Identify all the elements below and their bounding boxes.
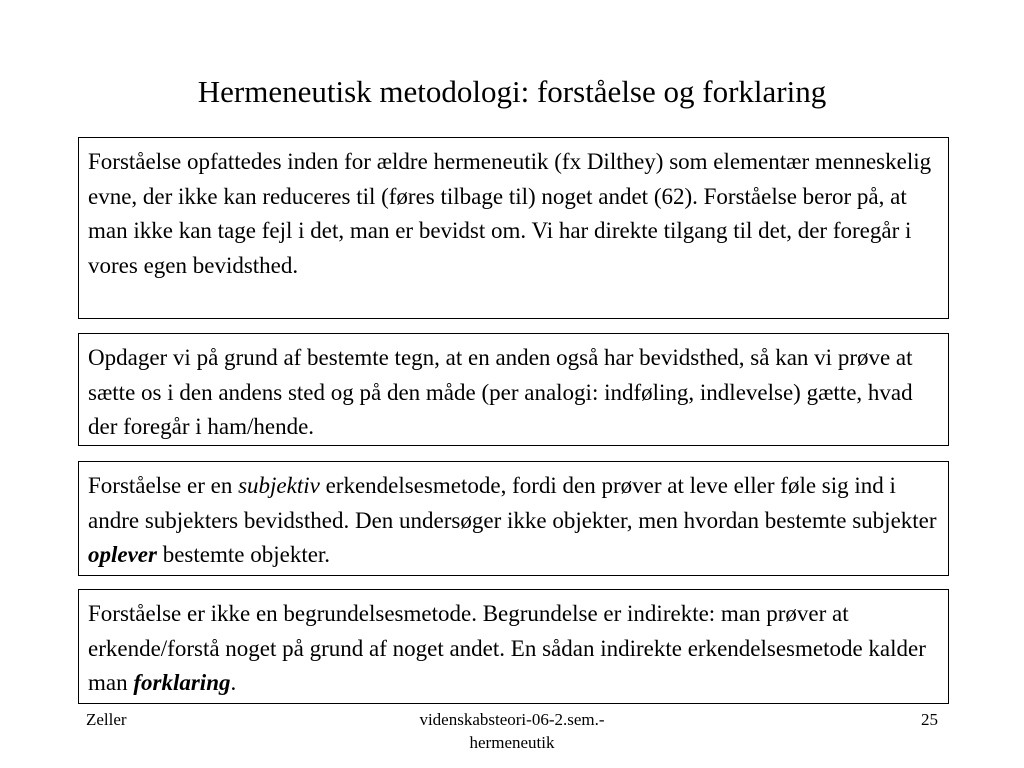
text-box-4-part-2: . [230,670,237,695]
footer-course [362,708,662,754]
text-box-3-part-3: bestemte objekter. [156,542,331,567]
footer-course-line-2: hermeneutik [469,733,555,752]
text-box-2 [78,333,949,446]
text-box-2-content: Opdager vi på grund af bestemte tegn, at en anden også har bevidsthed, så kan vi prøve at sætte os i den andens sted og på den måde (per analogi: indføling, indlevelse) gætte, hvad der foregår i ham/hende. [88,345,913,439]
slide-number: 25 [921,710,938,729]
emphasis-subjektiv: subjektiv [238,473,320,498]
text-box-1 [78,137,949,319]
emphasis-oplever: oplever [88,542,157,567]
slide-title: Hermeneutisk metodologi: forståelse og forklaring [197,74,827,109]
text-box-4 [78,589,949,704]
footer-course-line-1: videnskabsteori-06-2.sem.- [419,710,605,729]
text-box-4-part-1: Forståelse er ikke en begrundelsesmetode. Begrundelse er indirekte: man prøver at erkende/forstå noget på grund af noget andet. En sådan indirekte erkendelsesmetode kalder man [88,601,926,695]
text-box-1-content: Forståelse opfattedes inden for ældre hermeneutik (fx Dilthey) som elementær menneskelig evne, der ikke kan reduceres til (føres tilbage til) noget andet (62). Forståelse beror på, at man ikke kan tage fejl i det, man er bevidst om. Vi har direkte tilgang til det, der foregår i vores egen bevidsthed. [88,149,932,278]
emphasis-forklaring: forklaring [133,670,231,695]
text-box-3-part-2: erkendelsesmetode, fordi den prøver at leve eller føle sig ind i andre subjekters bevidsthed. Den undersøger ikke objekter, men hvordan bestemte subjekter [88,473,937,533]
text-box-3-part-1: Forståelse er en [88,473,239,498]
text-box-3 [78,461,949,576]
footer-author: Zeller [86,710,127,729]
